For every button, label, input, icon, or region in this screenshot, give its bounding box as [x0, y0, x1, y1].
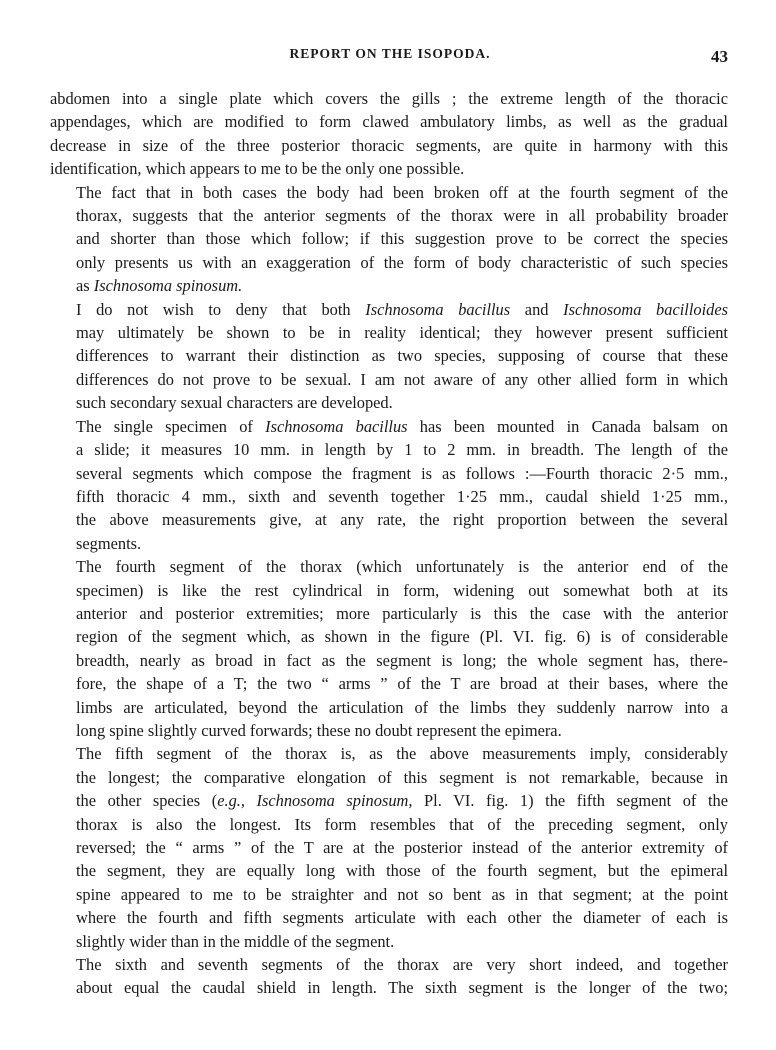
paragraph: [50, 298, 728, 415]
text-line: The fourth segment of the thorax (which unfortunately is the anterior end of the: [76, 557, 728, 577]
species-name: Ischnosoma bacillus: [365, 299, 511, 319]
text-line: about equal the caudal shield in length. The sixth segment is the longer of the two;: [76, 978, 728, 998]
text-run: Pl. VI. fig. 1) the fifth segment of the: [412, 791, 728, 811]
text-line: slightly wider than in the middle of the segment.: [76, 931, 395, 951]
text-line: the longest; the comparative elongation of this segment is not remarkable, because in: [76, 767, 728, 787]
text-line: specimen) is like the rest cylindrical in form, widening out somewhat both at its: [76, 580, 728, 600]
paragraph: [50, 953, 728, 1000]
text-line: thorax, suggests that the anterior segments of the thorax were in all probability broader: [76, 206, 728, 226]
text-line: differences to warrant their distinction as two species, supposing of course that these: [76, 346, 728, 366]
text-run: I do not wish to deny that both: [76, 299, 366, 319]
text-line: only presents us with an exaggeration of the form of body characteristic of such species: [76, 252, 728, 272]
text-line: breadth, nearly as broad in fact as the segment is long; the whole segment has, there-: [76, 650, 728, 670]
running-title: REPORT ON THE ISOPODA.: [289, 46, 491, 61]
text-line: a slide; it measures 10 mm. in length by 1 to 2 mm. in breadth. The length of the: [76, 440, 728, 460]
species-name: Ischnosoma bacilloides: [563, 299, 728, 319]
text-line: The fifth segment of the thorax is, as the above measurements imply, considerably: [76, 744, 728, 764]
text-line: [50, 274, 728, 297]
paragraph: [50, 181, 728, 298]
page-header: [52, 46, 728, 70]
text-run: the other species (: [76, 791, 218, 811]
text-line: such secondary sexual characters are developed.: [76, 393, 393, 413]
text-line: reversed; the “ arms ” of the T are at the posterior instead of the anterior extremity of: [76, 838, 728, 857]
text-line: the segment, they are equally long with those of the fourth segment, but the epimeral: [76, 861, 728, 881]
text-line: anterior and posterior extremities; more particularly is this the case with the anterior: [76, 603, 728, 623]
text-line: fore, the shape of a T; the two “ arms ” of the T are broad at their bases, where the: [76, 674, 728, 694]
text-line: The sixth and seventh segments of the thorax are very short indeed, and together: [76, 955, 728, 975]
text-line: differences do not prove to be sexual. I am not aware of any other allied form in which: [76, 369, 728, 389]
text-line: decrease in size of the three posterior thoracic segments, are quite in harmony with this: [50, 135, 728, 155]
paragraph: [50, 87, 728, 181]
text-line: thorax is also the longest. Its form resembles that of the preceding segment, only: [76, 814, 728, 834]
text-line: segments.: [76, 533, 142, 553]
text-run: and: [510, 299, 564, 319]
text-line: identification, which appears to me to be the only one possible.: [50, 159, 465, 179]
text-line: [50, 789, 728, 812]
page-number: 43: [711, 47, 728, 66]
paragraph: [50, 742, 728, 953]
text-line: appendages, which are modified to form clawed ambulatory limbs, as well as the gradual: [50, 112, 728, 132]
text-run: as: [76, 276, 94, 296]
body-text: [50, 87, 728, 1000]
text-run: The single specimen of: [76, 416, 266, 436]
text-run: has been mounted in Canada balsam on: [407, 416, 729, 436]
species-name: Ischnosoma bacillus: [265, 416, 408, 436]
text-line: may ultimately be shown to be in reality identical; they however present sufficient: [76, 323, 728, 343]
text-line: [50, 298, 728, 321]
text-line: abdomen into a single plate which covers the gills ; the extreme length of the thoracic: [50, 89, 728, 108]
paragraph: [50, 415, 728, 555]
text-line: The fact that in both cases the body had been broken off at the fourth segment of the: [76, 182, 728, 202]
species-name: e.g., Ischnosoma spinosum,: [217, 791, 413, 811]
text-line: where the fourth and fifth segments articulate with each other the diameter of each is: [76, 908, 728, 928]
text-line: [50, 415, 728, 438]
paragraph: [50, 555, 728, 742]
text-line: long spine slightly curved forwards; these no doubt represent the epimera.: [76, 720, 562, 740]
text-line: limbs are articulated, beyond the articulation of the limbs they suddenly narrow into a: [76, 697, 728, 717]
text-line: several segments which compose the fragment is as follows :—Fourth thoracic 2·5 mm.,: [76, 463, 728, 483]
text-line: spine appeared to me to be straighter and not so bent as in that segment; at the point: [76, 884, 728, 904]
text-line: the above measurements give, at any rate, the right proportion between the several: [76, 510, 728, 530]
text-line: and shorter than those which follow; if this suggestion prove to be correct the species: [76, 229, 728, 249]
text-line: region of the segment which, as shown in the figure (Pl. VI. fig. 6) is of considerable: [76, 627, 728, 647]
text-line: fifth thoracic 4 mm., sixth and seventh together 1·25 mm., caudal shield 1·25 mm.,: [76, 486, 728, 506]
species-name: Ischnosoma spinosum.: [93, 276, 243, 296]
